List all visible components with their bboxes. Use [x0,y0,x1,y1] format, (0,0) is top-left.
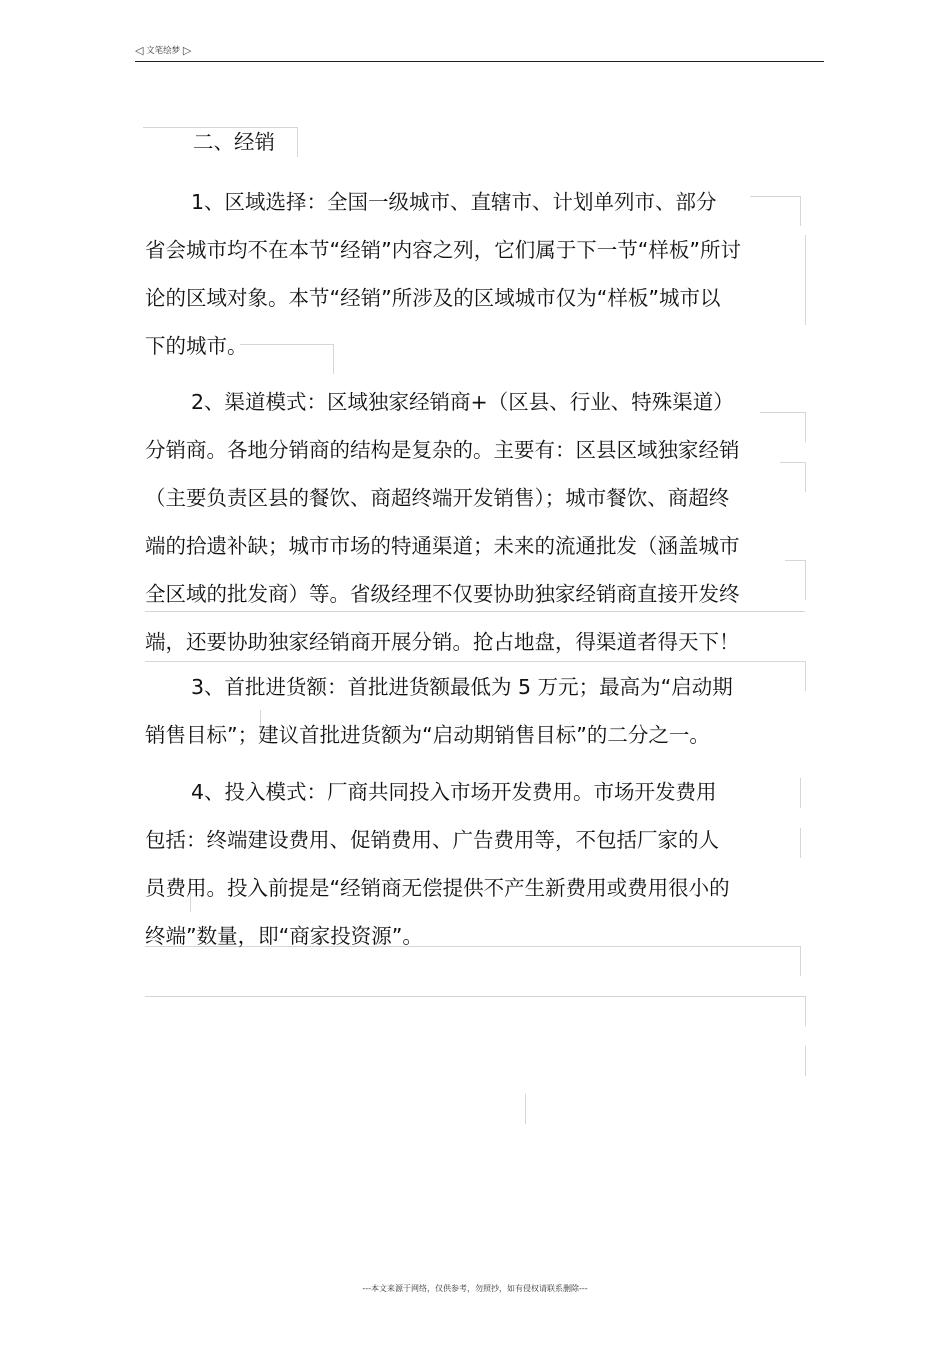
text-line: 分销商。各地分销商的结构是复杂的。主要有：区县区域独家经销 [145,438,740,462]
paragraph-first-order [145,663,813,759]
decor-line [525,1094,526,1124]
decor-line [805,996,806,1026]
text-line: 2、渠道模式：区域独家经销商+（区县、行业、特殊渠道） [191,390,734,414]
text-line: 下的城市。 [145,334,248,358]
right-triangle-icon: ▷ [182,44,192,57]
text-line: 端，还要协助独家经销商开展分销。抢占地盘，得渠道者得天下！ [145,630,740,654]
text-line: 终端”数量，即“商家投资源”。 [145,924,423,948]
text-line: 1、区域选择：全国一级城市、直辖市、计划单列市、部分 [191,190,717,214]
text-line: 包括：终端建设费用、促销费用、广告费用等，不包括厂家的人 [145,828,719,852]
text-line: （主要负责区县的餐饮、商超终端开发销售）；城市餐饮、商超终 [145,486,730,510]
text-line: 论的区域对象。本节“经销”所涉及的区域城市仅为“样板”城市以 [145,286,721,310]
section-title: 二、经销 [193,130,275,154]
left-triangle-icon: ◁ [135,44,144,57]
page-footer: ---本文来源于网络，仅供参考，勿照抄，如有侵权请联系删除--- [362,1284,588,1293]
paragraph-region-selection [145,178,813,370]
page-header [135,44,824,62]
paragraph-investment-mode [145,768,813,960]
text-line: 销售目标”；建议首批进货额为“启动期销售目标”的二分之一。 [145,723,710,747]
text-line: 端的拾遗补缺；城市市场的特通渠道；未来的流通批发（涵盖城市 [145,534,740,558]
decor-line [805,1046,806,1076]
text-line: 4、投入模式：厂商共同投入市场开发费用。市场开发费用 [191,780,717,804]
text-line: 全区域的批发商）等。省级经理不仅要协助独家经销商直接开发终 [145,582,740,606]
text-line: 3、首批进货额：首批进货额最低为 5 万元；最高为“启动期 [191,675,733,699]
decor-line [297,127,298,157]
paragraph-channel-mode [145,378,813,666]
header-title: 文笔绘梦 [146,46,181,56]
header-text [135,44,191,58]
text-line: 省会城市均不在本节“经销”内容之列，它们属于下一节“样板”所讨 [145,238,741,262]
decor-line [145,996,805,997]
text-line: 员费用。投入前提是“经销商无偿提供不产生新费用或费用很小的 [145,876,730,900]
